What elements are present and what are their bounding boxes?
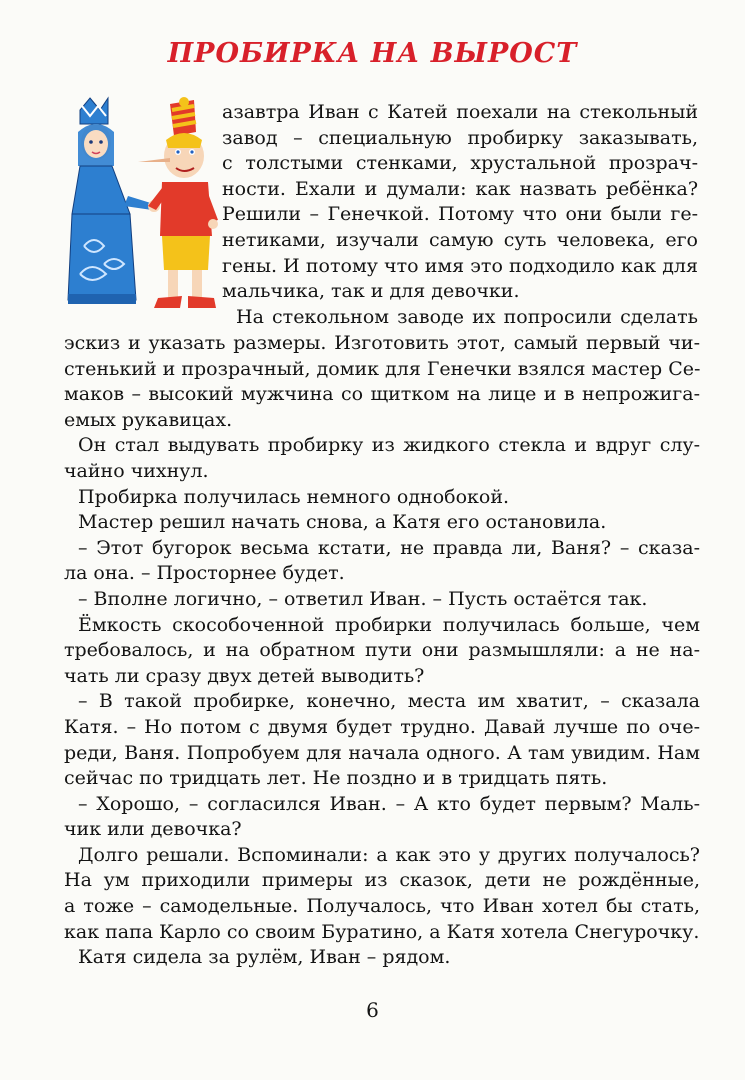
text-line: Катя. – Но потом с двумя будет трудно. Давай лучше по оче- [64, 715, 700, 738]
text-line: На стекольном заводе их попросили сделать [236, 305, 698, 328]
text-line: ла она. – Просторнее будет. [64, 562, 345, 585]
text-line: а тоже – самодельные. Получалось, что Иван хотел бы стать, [64, 895, 700, 918]
text-line: – Хорошо, – согласился Иван. – А кто будет первым? Маль- [78, 792, 700, 815]
text-line: Мастер решил начать снова, а Катя его остановила. [78, 511, 607, 534]
text-line: Решили – Генечкой. Потому что они были ге- [222, 203, 698, 226]
body-text [64, 331, 700, 971]
text-line: Пробирка получилась немного однобокой. [78, 485, 510, 508]
text-line: завод – специальную пробирку заказывать, [222, 126, 698, 149]
text-line: сейчас по тридцать лет. Не поздно и в тридцать пять. [64, 767, 608, 790]
top-paragraph-block [222, 100, 698, 330]
text-line: Долго решали. Вспоминали: а как это у других получалось? [78, 843, 700, 866]
text-line: чайно чихнул. [64, 459, 209, 482]
chapter-title: ПРОБИРКА НА ВЫРОСТ [167, 38, 578, 69]
text-line: Ёмкость скособоченной пробирки получилась больше, чем [78, 613, 700, 636]
text-line: – Этот бугорок весьма кстати, не правда ли, Ваня? – сказа- [78, 536, 700, 559]
text-line: Он стал выдувать пробирку из жидкого стекла и вдруг слу- [78, 434, 700, 457]
text-line: азавтра Иван с Катей поехали на стекольный [222, 101, 698, 123]
snow-maiden-figure [68, 98, 154, 304]
text-line: – Вполне логично, – ответил Иван. – Пусть остаётся так. [78, 587, 648, 610]
text-line: чик или девочка? [64, 818, 242, 841]
text-line: нетиками, изучали самую суть человека, его [222, 228, 698, 251]
text-line: реди, Ваня. Попробуем для начала одного. А там увидим. Нам [64, 741, 700, 764]
text-line: ности. Ехали и думали: как назвать ребёнка? [222, 177, 698, 200]
text-line: гены. И потому что имя это подходило как для [222, 254, 698, 277]
text-line: требовалось, и на обратном пути они размышляли: а не на- [64, 639, 700, 662]
snow-maiden-and-pinocchio-illustration [62, 96, 220, 332]
text-line: мальчика, так и для девочки. [222, 280, 520, 303]
text-line: эскиз и указать размеры. Изготовить этот, самый первый чи- [64, 332, 700, 354]
text-line: На ум приходили примеры из сказок, дети не рождённые, [64, 869, 700, 892]
text-line: чать ли сразу двух детей выводить? [64, 664, 425, 687]
text-line: с толстыми стенками, хрустальной прозрач- [222, 152, 698, 175]
text-line: как папа Карло со своим Буратино, а Катя хотела Снегурочку. [64, 920, 700, 943]
page-number: 6 [366, 998, 379, 1022]
text-line: – В такой пробирке, конечно, места им хватит, – сказала [78, 690, 700, 713]
text-line: маков – высокий мужчина со щитком на лице и в непрожига- [64, 383, 700, 406]
text-line: емых рукавицах. [64, 408, 233, 431]
text-line: стенький и прозрачный, домик для Генечки взялся мастер Се- [64, 357, 701, 380]
text-line: Катя сидела за рулём, Иван – рядом. [78, 946, 451, 969]
